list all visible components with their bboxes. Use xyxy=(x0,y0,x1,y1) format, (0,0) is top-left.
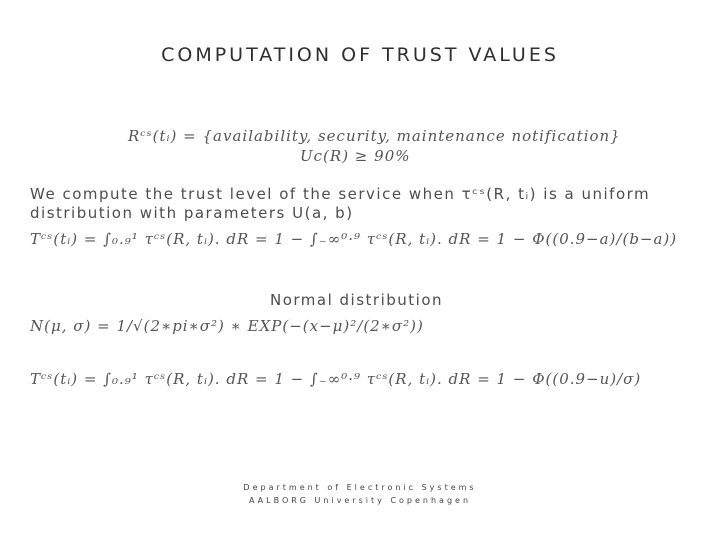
equation-normal-pdf: N(μ, σ) = 1/√(2∗pi∗σ²) ∗ EXP(−(x−μ)²/(2∗σ²)) xyxy=(30,317,424,335)
equation-uniform-trust: Tᶜˢ(tᵢ) = ∫₀.₉¹ τᶜˢ(R, tᵢ). dR = 1 − ∫₋∞⁰·⁹ τᶜˢ(R, tᵢ). dR = 1 − Φ((0.9−a)/(b−a)) xyxy=(30,230,678,248)
equation-trust-set: Rᶜˢ(tᵢ) = {availability, security, maintenance notification} xyxy=(128,127,621,145)
equation-utility-threshold: Uc(R) ≥ 90% xyxy=(300,147,411,165)
slide-title: COMPUTATION OF TRUST VALUES xyxy=(161,44,559,66)
equation-normal-trust: Tᶜˢ(tᵢ) = ∫₀.₉¹ τᶜˢ(R, tᵢ). dR = 1 − ∫₋∞⁰·⁹ τᶜˢ(R, tᵢ). dR = 1 − Φ((0.9−u)/σ) xyxy=(30,370,642,388)
paragraph-line-1: We compute the trust level of the service when τᶜˢ(R, tᵢ) is a uniform xyxy=(30,185,651,203)
footer-department: Department of Electronic Systems xyxy=(243,483,477,492)
normal-distribution-heading: Normal distribution xyxy=(270,291,444,309)
paragraph-line-2: distribution with parameters U(a, b) xyxy=(30,204,354,222)
footer-university: AALBORG University Copenhagen xyxy=(248,496,472,505)
